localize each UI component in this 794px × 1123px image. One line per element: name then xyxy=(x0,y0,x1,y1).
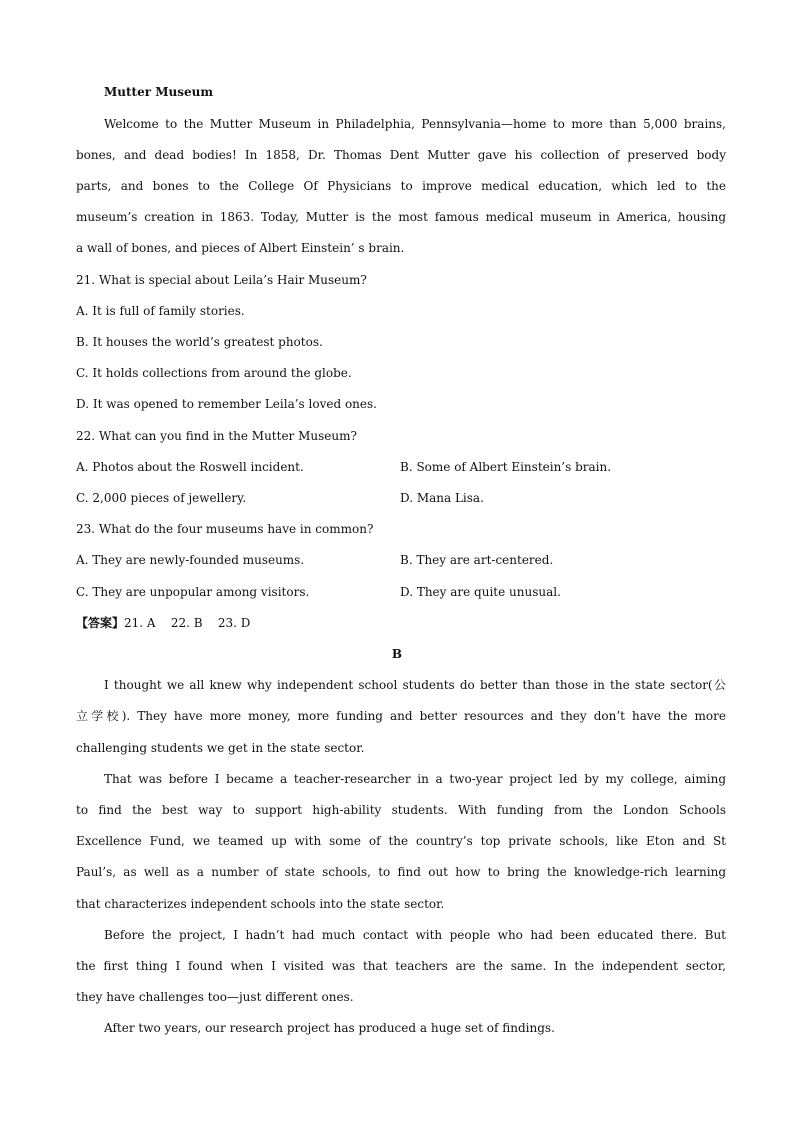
passage-b-line: Excellence Fund, we teamed up with some of the country’s top private schools, like Eton and St xyxy=(76,834,726,848)
answer-key xyxy=(76,615,726,631)
question-21-option-c: C. It holds collections from around the globe. xyxy=(76,366,352,380)
passage-b-line: Paul’s, as well as a number of state schools, to find out how to bring the knowledge-rich learning xyxy=(76,865,726,879)
question-23-option-c: C. They are unpopular among visitors. xyxy=(76,585,310,599)
passage-b-line: After two years, our research project has produced a huge set of findings. xyxy=(104,1021,555,1035)
passage-b-line: the first thing I found when I visited was that teachers are the same. In the independent sector, xyxy=(76,959,726,973)
question-22-option-c: C. 2,000 pieces of jewellery. xyxy=(76,491,247,505)
passage-b-line: challenging students we get in the state sector. xyxy=(76,741,365,755)
passage-a-line: Welcome to the Mutter Museum in Philadelphia, Pennsylvania—home to more than 5,000 brains, xyxy=(104,117,726,131)
question-21-option-d: D. It was opened to remember Leila’s loved ones. xyxy=(76,397,377,411)
passage-b-line: That was before I became a teacher-researcher in a two-year project led by my college, aiming xyxy=(104,772,726,786)
passage-a-line: bones, and dead bodies! In 1858, Dr. Thomas Dent Mutter gave his collection of preserved body xyxy=(76,148,726,162)
question-23-stem: 23. What do the four museums have in common? xyxy=(76,522,374,536)
passage-b-line: to find the best way to support high-ability students. With funding from the London Schools xyxy=(76,803,726,817)
passage-b-line: I thought we all knew why independent school students do better than those in the state sector(公 xyxy=(104,678,726,692)
answer-label: 【答案】 xyxy=(76,616,125,630)
question-21-option-a: A. It is full of family stories. xyxy=(76,304,245,318)
question-22-option-b: B. Some of Albert Einstein’s brain. xyxy=(400,460,612,474)
question-22-option-a: A. Photos about the Roswell incident. xyxy=(76,460,304,474)
passage-a-line: a wall of bones, and pieces of Albert Einstein’ s brain. xyxy=(76,241,405,255)
question-23-option-b: B. They are art-centered. xyxy=(400,553,554,567)
passage-a-line: parts, and bones to the College Of Physicians to improve medical education, which led to the xyxy=(76,179,726,193)
question-22-option-d: D. Mana Lisa. xyxy=(400,491,484,505)
answer-text: 21. A 22. B 23. D xyxy=(124,616,251,630)
passage-b-line: that characterizes independent schools into the state sector. xyxy=(76,897,445,911)
question-23-option-a: A. They are newly-founded museums. xyxy=(76,553,305,567)
section-b-heading: B xyxy=(391,647,403,661)
question-22-stem: 22. What can you find in the Mutter Museum? xyxy=(76,429,357,443)
passage-b-line: 立学校). They have more money, more funding and better resources and they don’t have the more xyxy=(76,709,726,723)
passage-b-line: they have challenges too—just different ones. xyxy=(76,990,354,1004)
passage-a-line: museum’s creation in 1863. Today, Mutter is the most famous medical museum in America, housing xyxy=(76,210,726,224)
mutter-museum-heading: Mutter Museum xyxy=(104,85,214,99)
question-23-option-d: D. They are quite unusual. xyxy=(400,585,561,599)
question-21-option-b: B. It houses the world’s greatest photos. xyxy=(76,335,323,349)
passage-b-line: Before the project, I hadn’t had much contact with people who had been educated there. But xyxy=(104,928,726,942)
question-21-stem: 21. What is special about Leila’s Hair Museum? xyxy=(76,273,367,287)
